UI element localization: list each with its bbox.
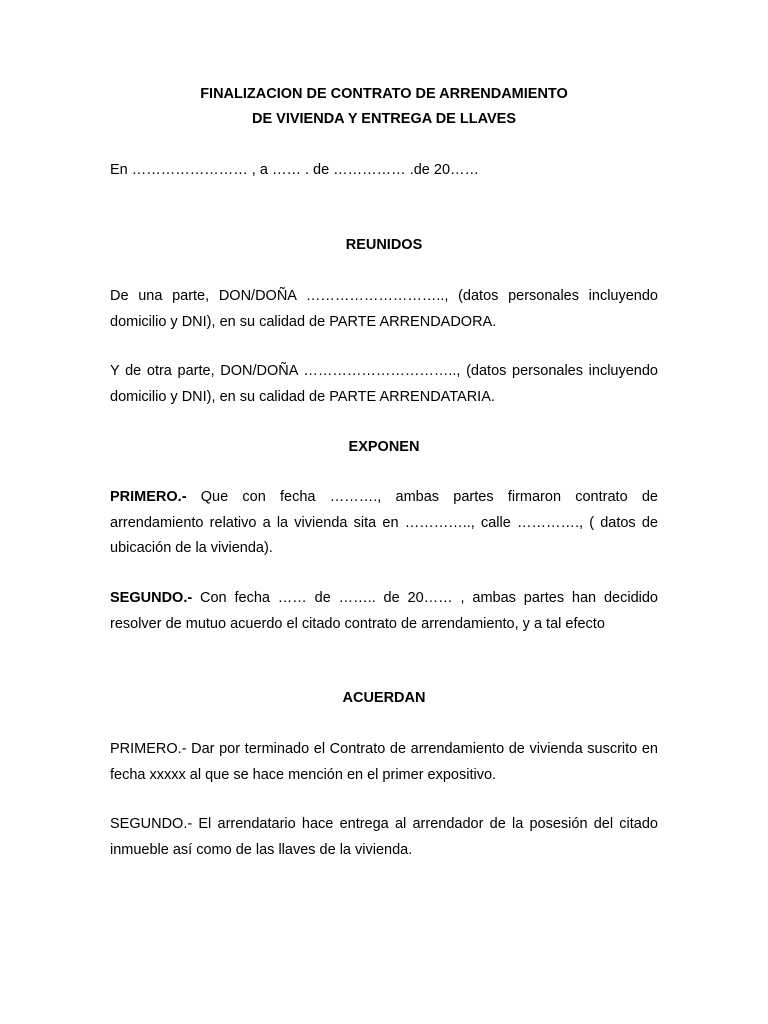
document-title-line-2: DE VIVIENDA Y ENTREGA DE LLAVES [251,111,516,127]
exponen-primero-label: PRIMERO.- [110,489,187,505]
exponen-segundo-label: SEGUNDO.- [110,590,193,606]
party-arrendadora-paragraph: De una parte, DON/DOÑA ……………………….., (datos personales incluyendo domicilio y DNI), en su calidad de PARTE ARRENDADORA. [110,288,658,330]
document-title-line-1: FINALIZACION DE CONTRATO DE ARRENDAMIENTO [200,86,568,102]
place-date-line: En …………………… , a …… . de …………… .de 20…… [110,162,480,178]
acuerdan-primero-paragraph: PRIMERO.- Dar por terminado el Contrato de arrendamiento de vivienda suscrito en fecha xxxxx al que se hace mención en el primer expositivo. [110,741,658,783]
acuerdan-segundo-paragraph: SEGUNDO.- El arrendatario hace entrega al arrendador de la posesión del citado inmueble así como de las llaves de la vivienda. [110,816,658,858]
section-heading-reunidos: REUNIDOS [345,237,423,253]
exponen-segundo-paragraph [110,586,658,637]
exponen-segundo-text: Con fecha …… de …….. de 20…… , ambas partes han decidido resolver de mutuo acuerdo el citado contrato de arrendamiento, y a tal efecto [110,590,658,632]
section-heading-acuerdan: ACUERDAN [342,690,426,706]
section-heading-exponen: EXPONEN [348,439,420,455]
exponen-primero-paragraph [110,485,658,562]
exponen-primero-text: Que con fecha ………., ambas partes firmaron contrato de arrendamiento relativo a la vivienda sita en ………….., calle …………., ( datos de ubicación de la vivienda). [110,489,658,556]
party-arrendataria-paragraph: Y de otra parte, DON/DOÑA ………………………….., (datos personales incluyendo domicilio y DNI), en su calidad de PARTE ARRENDATARIA. [110,363,658,405]
